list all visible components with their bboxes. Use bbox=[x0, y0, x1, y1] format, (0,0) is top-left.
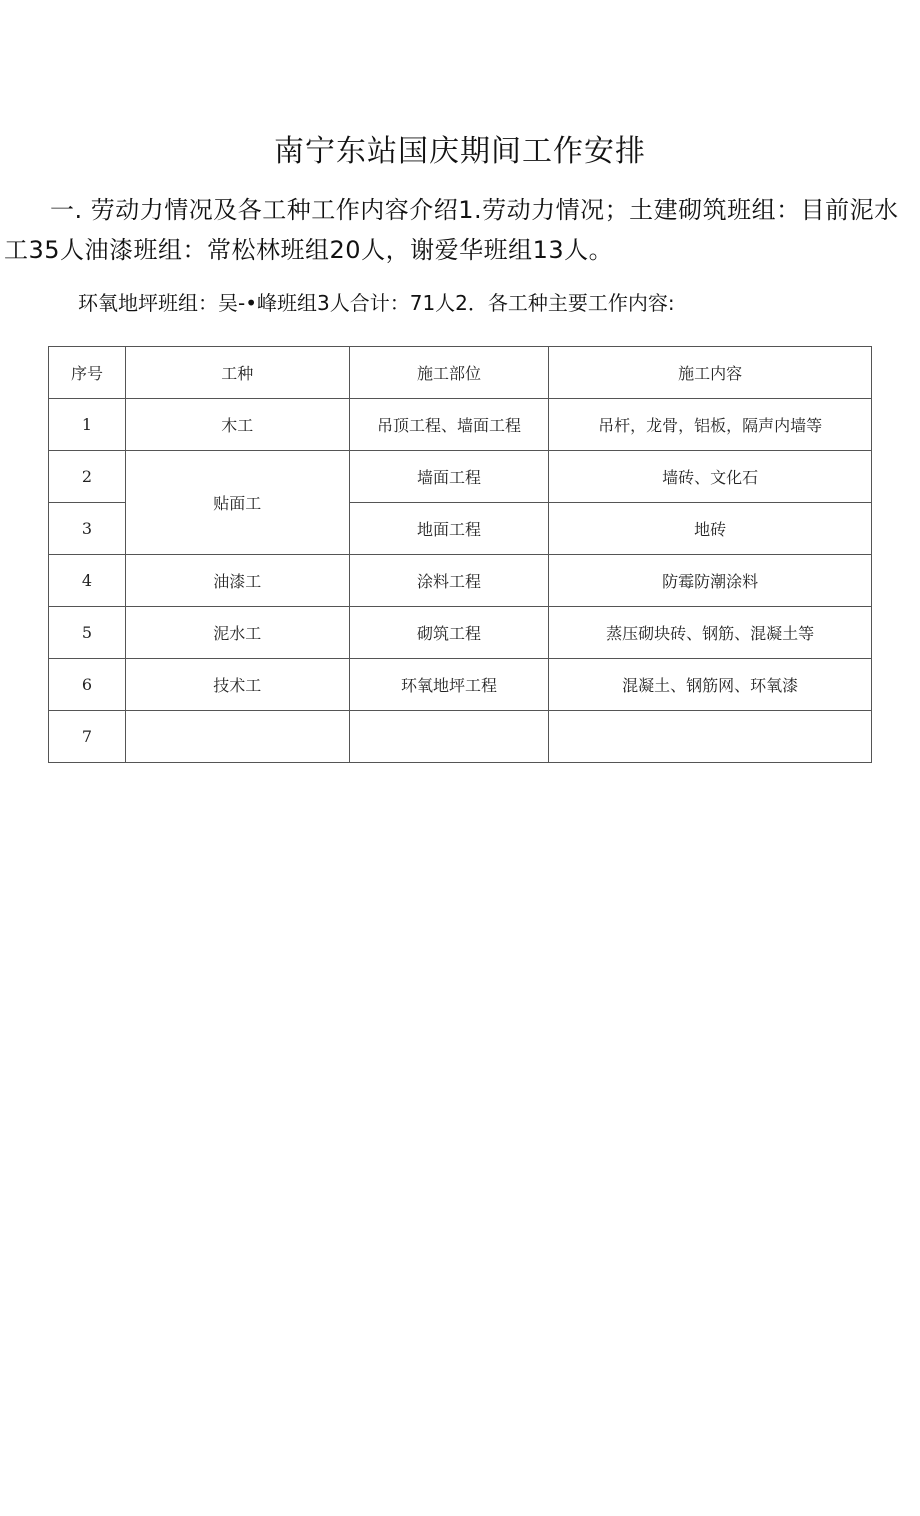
header-content: 施工内容 bbox=[549, 347, 872, 399]
row-location: 吊顶工程、墙面工程 bbox=[349, 399, 549, 451]
row-no: 7 bbox=[49, 711, 126, 763]
row-content bbox=[549, 711, 872, 763]
row-trade: 泥水工 bbox=[125, 607, 349, 659]
row-location: 涂料工程 bbox=[349, 555, 549, 607]
table-header-row bbox=[49, 347, 872, 399]
row-location: 地面工程 bbox=[349, 503, 549, 555]
row-content: 地砖 bbox=[549, 503, 872, 555]
row-location: 环氧地坪工程 bbox=[349, 659, 549, 711]
row-location bbox=[349, 711, 549, 763]
table-row bbox=[49, 555, 872, 607]
row-content: 蒸压砌块砖、钢筋、混凝土等 bbox=[549, 607, 872, 659]
work-table bbox=[48, 346, 872, 763]
table-row bbox=[49, 451, 872, 503]
labor-intro-paragraph: 一. 劳动力情况及各工种工作内容介绍1.劳动力情况；土建砌筑班组：目前泥水工35人油漆班组：常松林班组20人，谢爱华班组13人。 bbox=[4, 196, 899, 264]
header-location: 施工部位 bbox=[349, 347, 549, 399]
row-no: 2 bbox=[49, 451, 126, 503]
row-trade bbox=[125, 711, 349, 763]
row-trade: 贴面工 bbox=[125, 451, 349, 555]
header-trade: 工种 bbox=[125, 347, 349, 399]
table-row bbox=[49, 399, 872, 451]
row-content: 混凝土、钢筋网、环氧漆 bbox=[549, 659, 872, 711]
row-no: 1 bbox=[49, 399, 126, 451]
row-trade: 技术工 bbox=[125, 659, 349, 711]
row-trade: 油漆工 bbox=[125, 555, 349, 607]
row-no: 4 bbox=[49, 555, 126, 607]
row-location: 砌筑工程 bbox=[349, 607, 549, 659]
row-location: 墙面工程 bbox=[349, 451, 549, 503]
table-row bbox=[49, 711, 872, 763]
row-content: 墙砖、文化石 bbox=[549, 451, 872, 503]
row-content: 防霉防潮涂料 bbox=[549, 555, 872, 607]
header-no: 序号 bbox=[49, 347, 126, 399]
row-no: 5 bbox=[49, 607, 126, 659]
row-content: 吊杆，龙骨，铝板，隔声内墙等 bbox=[549, 399, 872, 451]
labor-summary-paragraph: 环氧地坪班组：吴-•峰班组3人合计：71人2．各工种主要工作内容: bbox=[78, 291, 675, 315]
row-trade: 木工 bbox=[125, 399, 349, 451]
table-row bbox=[49, 659, 872, 711]
table-row bbox=[49, 607, 872, 659]
page-title: 南宁东站国庆期间工作安排 bbox=[274, 134, 646, 169]
row-no: 3 bbox=[49, 503, 126, 555]
row-no: 6 bbox=[49, 659, 126, 711]
